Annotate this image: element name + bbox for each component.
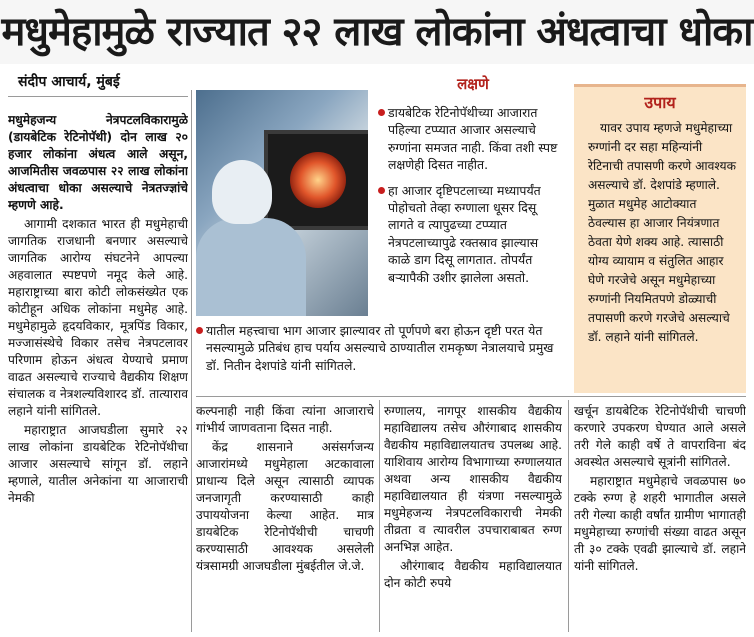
symptoms-heading: लक्षणे bbox=[457, 75, 489, 93]
section-divider bbox=[196, 396, 746, 397]
article-paragraph: रुग्णालय, नागपूर शासकीय वैद्यकीय महाविद्यालय तसेच औरंगाबाद शासकीय वैद्यकीय महाविद्यालयातच उपलब्ध आहे. याशिवाय आरोग्य विभागाच्या रुग्णालयात अथवा अन्य शासकीय वैद्यकीय महाविद्यालयात ही यंत्रणा नसल्यामुळे मधुमेहजन्य नेत्रपटलविकाराची नेमकी तीव्रता व त्यावरील उपचाराबाबत रुग्ण अनभिज्ञ आहेत. bbox=[384, 404, 562, 554]
column-divider bbox=[379, 400, 380, 632]
article-paragraph: आगामी दशकात भारत ही मधुमेहाची जागतिक राजधानी बनणार असल्याचे जागतिक आरोग्य संघटनेने आपल्या अहवालात स्पष्टपणे नमूद केले आहे. महाराष्ट्राच्या बारा कोटी लोकसंख्येत एक कोटीहून अधिक लोकांना मधुमेह आहे. मधुमेहामुळे हृदयविकार, मूत्रपिंड विकार, मज्जासंस्थेचे विकार तसेच नेत्रपटलावर परिणाम होऊन अंधत्व येण्याचे प्रमाण वाढत असल्याचे राज्याचे वैद्यकीय शिक्षण संचालक व नेत्रशल्यविशारद डॉ. तात्याराव लहाने यांनी सांगितले. bbox=[8, 217, 188, 418]
symptom-text: डायबेटिक रेटिनोपॅथीच्या आजारात पहिल्या टप्प्यात आजार असल्याचे रुग्णांना समजत नाही. किंवा तशी स्पष्ट लक्षणेही दिसत नाहीत. bbox=[388, 105, 558, 173]
article-lead-paragraph: मधुमेहजन्य नेत्रपटलविकारामुळे (डायबेटिक रेटिनोपॅथी) दोन लाख २० हजार लोकांना अंधत्व आले असून, आजमितीस जवळपास २२ लाख लोकांना अंधत्वाचा धोका असल्याचे नेत्रतज्ज्ञांचे म्हणणे आहे. bbox=[8, 113, 188, 212]
article-paragraph: औरंगाबाद वैद्यकीय महाविद्यालयात दोन कोटी रुपये bbox=[384, 559, 562, 590]
remedy-text: यावर उपाय म्हणजे मधुमेहाच्या रुग्णांनी दर सहा महिन्यांनी रेटिनाची तपासणी करणे आवश्यक असल्याचे डॉ. देशपांडे म्हणाले. मुळात मधुमेह आटोक्यात ठेवल्यास हा आजार नियंत्रणात ठेवता येणे शक्य आहे. त्यासाठी योग्य व्यायाम व संतुलित आहार घेणे गरजेचे असून मधुमेहाच्या रुग्णांनी नियमितपणे डोळ्याची तपासणी करणे गरजेचे असल्याचे डॉ. लहाने यांनी सांगितले. bbox=[588, 121, 736, 344]
article-paragraph: महाराष्ट्रात मधुमेहाचे जवळपास ७० टक्के रुग्ण हे शहरी भागातील असले तरी गेल्या काही वर्षांत ग्रामीण भागातही मधुमेहाच्या रुग्णांची संख्या वाढत असून ती ३० टक्के एवढी झाल्याचे डॉ. लहाने यांनी सांगितले. bbox=[574, 474, 746, 573]
article-paragraph: खर्चून डायबेटिक रेटिनोपॅथीची चाचणी करणारे उपकरण घेण्यात आले असले तरी गेले काही वर्षे ते वापराविना बंद अवस्थेत असल्याचे सूत्रांनी सांगितले. bbox=[574, 404, 746, 469]
news-photo bbox=[196, 90, 368, 316]
headline: मधुमेहामुळे राज्यात २२ लाख लोकांना अंधत्वाचा धोका bbox=[0, 0, 754, 64]
retina-monitor-graphic bbox=[264, 130, 368, 230]
article-paragraph: केंद्र शासनाने असंसर्गजन्य आजारांमध्ये मधुमेहाला अटकावाला प्राधान्य दिले असून त्यासाठी व्यापक जनजागृती करण्यासाठी काही उपाययोजना केल्या आहेत. मात्र डायबेटिक रेटिनोपॅथीची चाचणी करण्यासाठी आवश्यक असलेली यंत्रसामग्री आजघडीला मुंबईतील जे.जे. bbox=[196, 440, 374, 573]
symptom-item bbox=[378, 182, 564, 286]
article-paragraph: महाराष्ट्रात आजघडीला सुमारे २२ लाख लोकांना डायबेटिक रेटिनोपॅथीचा आजार असल्याचे सांगून डॉ. लहाने म्हणाले, यातील अनेकांना या आजाराची नेमकी bbox=[8, 423, 188, 505]
symptoms-list bbox=[378, 104, 564, 294]
retina-image bbox=[290, 152, 346, 208]
highlight-quote-text: यातील महत्त्वाचा भाग आजार झाल्यावर तो पूर्णपणे बरा होऊन दृष्टी परत येत नसल्यामुळे प्रतिबंध हाच पर्याय असल्याचे ठाण्यातील रामकृष्ण नेत्रालयाचे प्रमुख डॉ. नितीन देशपांडे यांनी सांगितले. bbox=[206, 323, 554, 373]
article-column-2 bbox=[196, 403, 374, 631]
bullet-dot-icon bbox=[196, 327, 203, 334]
bullet-dot-icon bbox=[378, 109, 385, 116]
article-column-4 bbox=[574, 403, 746, 631]
symptom-text: हा आजार दृष्टिपटलाच्या मध्यापर्यंत पोहोचतो तेव्हा रुग्णाला धूसर दिसू लागते व त्यापुढच्या टप्प्यात नेत्रपटलाच्यापुढे रक्तस्राव झाल्यास काळे डाग दिसू लागतात. तोपर्यंत बऱ्यापैकी उशीर झालेला असतो. bbox=[388, 182, 541, 285]
symptom-item bbox=[378, 104, 564, 174]
article-column-3 bbox=[384, 403, 562, 631]
column-divider bbox=[568, 400, 569, 632]
remedy-heading: उपाय bbox=[644, 93, 676, 112]
article-paragraph: कल्पनाही नाही किंवा त्यांना आजाराचे गांभीर्य जाणवताना दिसत नाही. bbox=[196, 404, 374, 435]
remedy-box bbox=[574, 84, 746, 393]
column-divider bbox=[191, 90, 192, 632]
bullet-dot-icon bbox=[378, 187, 385, 194]
doctor-silhouette bbox=[196, 218, 306, 316]
article-column-1 bbox=[8, 112, 188, 632]
highlight-quote bbox=[196, 322, 566, 374]
byline-divider bbox=[8, 96, 188, 97]
doctor-cap bbox=[212, 160, 272, 224]
byline: संदीप आचार्य, मुंबई bbox=[18, 74, 120, 90]
